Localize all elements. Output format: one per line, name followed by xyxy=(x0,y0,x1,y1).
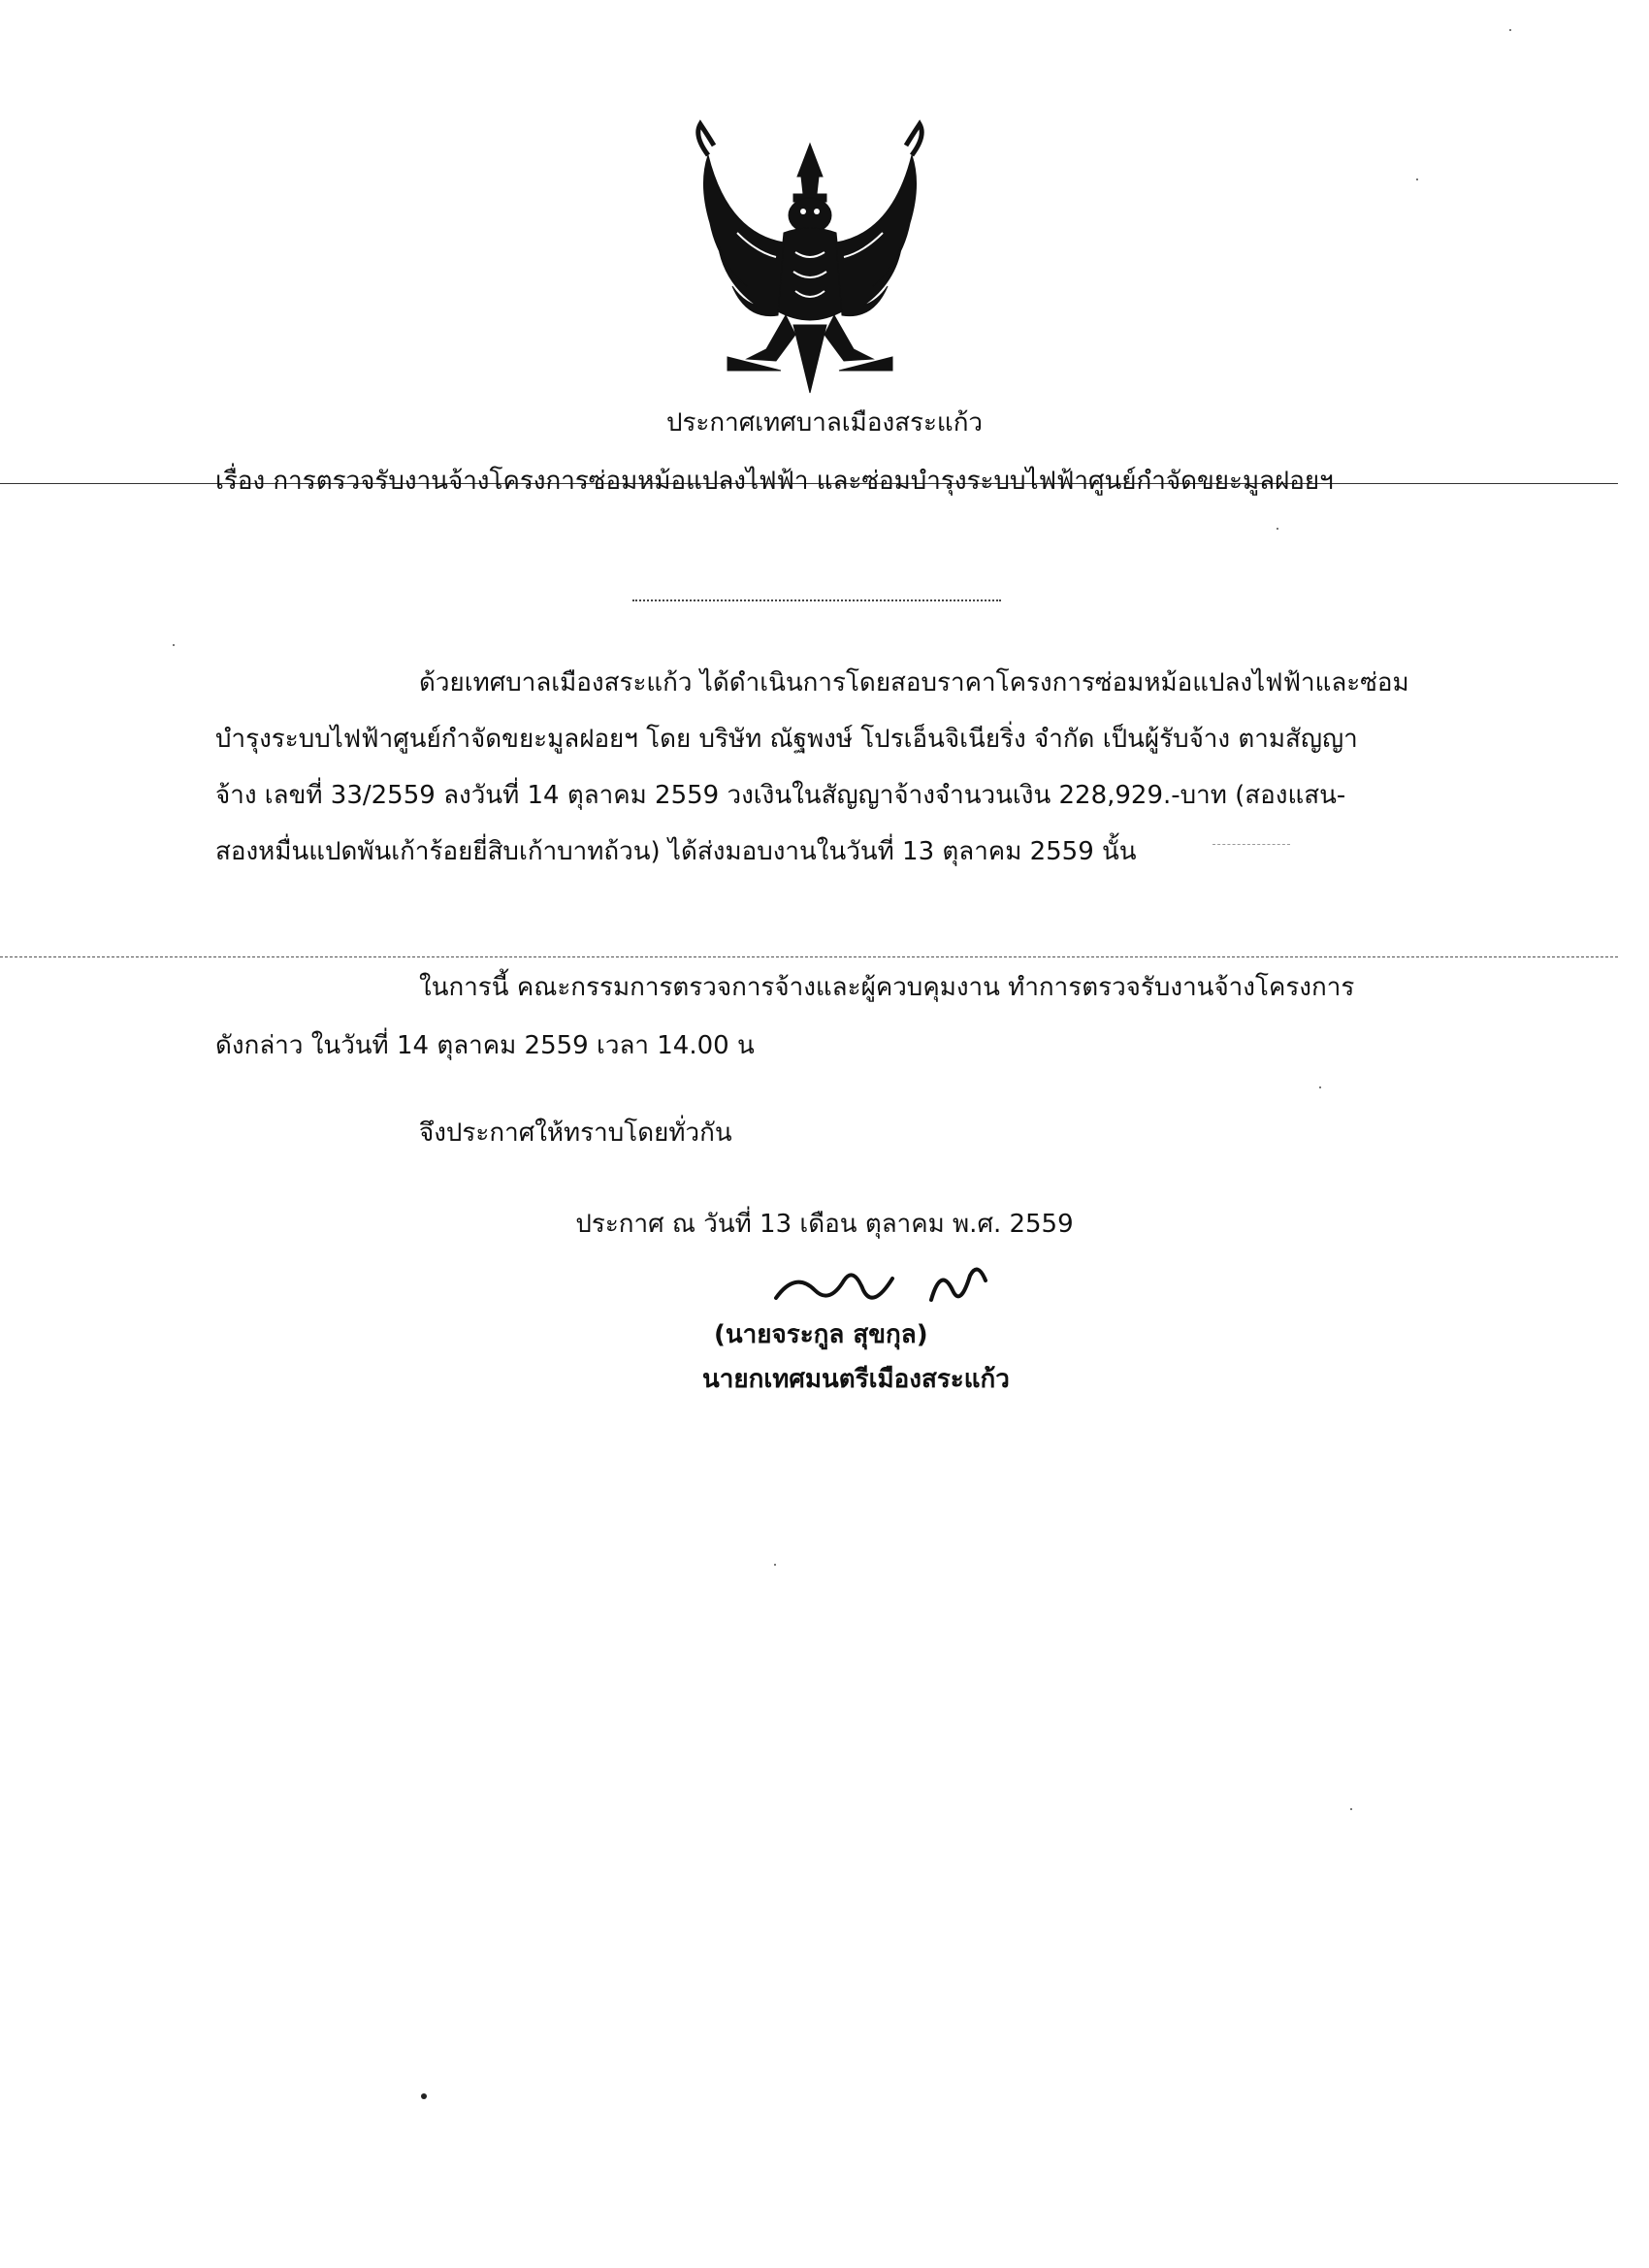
scan-speck xyxy=(1319,1086,1321,1088)
document-subject: เรื่อง การตรวจรับงานจ้างโครงการซ่อมหม้อแปลงไฟฟ้า และซ่อมบำรุงระบบไฟฟ้าศูนย์กำจัดขยะมูลฝอยฯ xyxy=(215,467,1334,496)
announce-date: ประกาศ ณ วันที่ 13 เดือน ตุลาคม พ.ศ. 2559 xyxy=(575,1210,1074,1239)
scan-speck xyxy=(1509,29,1511,31)
dashed-rule xyxy=(0,956,1618,957)
scan-speck xyxy=(173,644,175,646)
scan-speck xyxy=(1350,1808,1352,1810)
dotted-divider xyxy=(632,599,1001,601)
paragraph1-line4: สองหมื่นแปดพันเก้าร้อยยี่สิบเก้าบาทถ้วน) ได้ส่งมอบงานในวันที่ 13 ตุลาคม 2559 นั้น xyxy=(215,837,1137,866)
dashed-mark xyxy=(1212,844,1290,845)
garuda-emblem-icon xyxy=(689,116,931,398)
scan-speck xyxy=(774,1564,776,1566)
signature-scribble xyxy=(737,1261,1048,1319)
signer-position: นายกเทศมนตรีเมืองสระแก้ว xyxy=(702,1365,1010,1394)
scan-speck xyxy=(1277,528,1278,530)
paragraph1-line2: บำรุงระบบไฟฟ้าศูนย์กำจัดขยะมูลฝอยฯ โดย บริษัท ณัฐพงษ์ โปรเอ็นจิเนียริ่ง จำกัด เป็นผู้รับจ้าง ตามสัญญา xyxy=(215,725,1358,754)
document-title: ประกาศเทศบาลเมืองสระแก้ว xyxy=(665,408,984,437)
paragraph3: จึงประกาศให้ทราบโดยทั่วกัน xyxy=(419,1118,732,1148)
paragraph2-line1: ในการนี้ คณะกรรมการตรวจการจ้างและผู้ควบคุมงาน ทำการตรวจรับงานจ้างโครงการ xyxy=(419,973,1355,1002)
scan-speck xyxy=(421,2093,427,2099)
signer-name: (นายจระกูล สุขกุล) xyxy=(714,1320,928,1349)
paragraph1-line1: ด้วยเทศบาลเมืองสระแก้ว ได้ดำเนินการโดยสอบราคาโครงการซ่อมหม้อแปลงไฟฟ้าและซ่อม xyxy=(419,668,1409,697)
paragraph2-line2: ดังกล่าว ในวันที่ 14 ตุลาคม 2559 เวลา 14.00 น xyxy=(215,1031,755,1060)
scan-speck xyxy=(1416,178,1418,180)
paragraph1-line3: จ้าง เลขที่ 33/2559 ลงวันที่ 14 ตุลาคม 2559 วงเงินในสัญญาจ้างจำนวนเงิน 228,929.-บาท (สองแสน- xyxy=(215,781,1346,810)
